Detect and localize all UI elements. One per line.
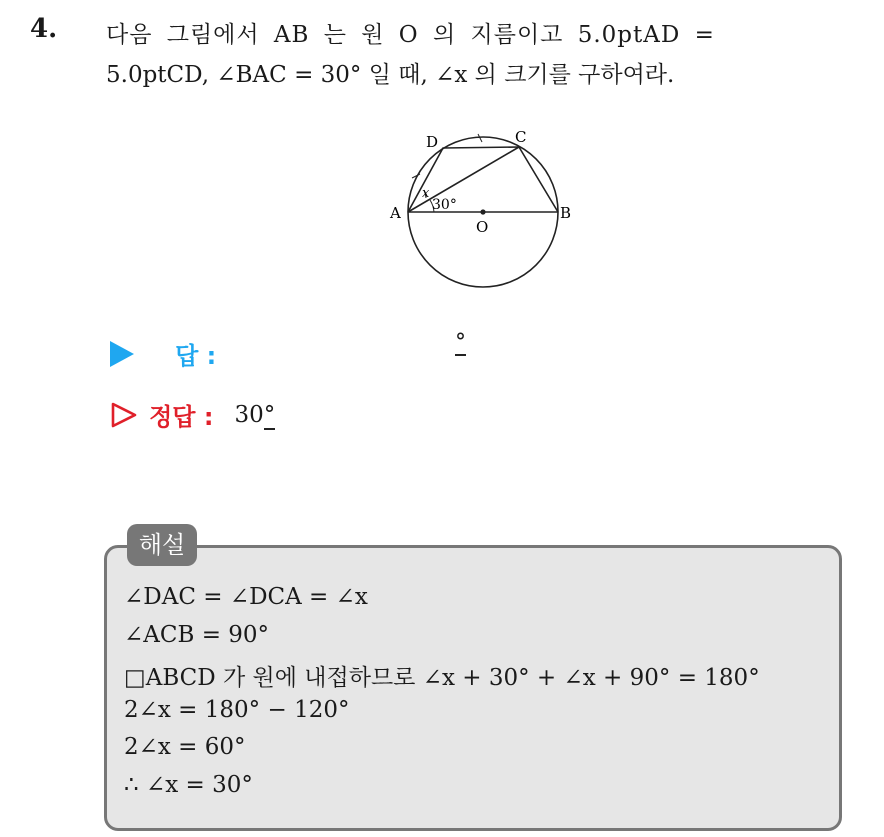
label-a: A <box>390 204 401 222</box>
label-d: D <box>426 133 439 151</box>
tick-dc <box>478 134 482 142</box>
explanation-line-5: 2∠x = 60° <box>124 734 246 760</box>
play-triangle-icon <box>110 341 134 367</box>
correct-answer-unit: ° <box>263 401 276 428</box>
label-x: x <box>422 186 430 201</box>
answer-unit-blank[interactable]: ° <box>455 330 466 355</box>
quadrilateral <box>408 147 558 212</box>
circle-figure <box>380 122 590 294</box>
explanation-line-1: ∠DAC = ∠DCA = ∠x <box>124 584 368 610</box>
explanation-line-3: □ABCD 가 원에 내접하므로 ∠x + 30° + ∠x + 90° = 180° <box>124 665 760 691</box>
question-number: 4. <box>30 14 58 44</box>
answer-row <box>110 330 466 371</box>
correct-answer-label: 정답 : <box>149 403 214 431</box>
label-o: O <box>476 218 489 236</box>
label-b: B <box>560 204 572 222</box>
correct-answer-value <box>235 402 276 428</box>
answer-label: 답 : <box>175 342 217 370</box>
outline-triangle-icon <box>110 401 138 429</box>
explanation-line-4: 2∠x = 180° − 120° <box>124 697 350 723</box>
label-c: C <box>515 128 527 146</box>
center-point <box>480 209 485 214</box>
correct-answer-number: 30 <box>234 401 264 428</box>
question-text-line-1: 다음 그림에서 AB 는 원 O 의 지름이고 5.0ptAD = <box>106 22 715 48</box>
question-text-line-2: 5.0ptCD, ∠BAC = 30° 일 때, ∠x 의 크기를 구하여라. <box>106 62 675 88</box>
explanation-line-2: ∠ACB = 90° <box>124 622 270 648</box>
correct-answer-row <box>110 397 275 432</box>
diagonal-ac <box>408 147 519 212</box>
explanation-tag: 해설 <box>127 524 197 566</box>
label-30: 30° <box>432 197 457 213</box>
explanation-line-6: ∴ ∠x = 30° <box>124 772 253 798</box>
